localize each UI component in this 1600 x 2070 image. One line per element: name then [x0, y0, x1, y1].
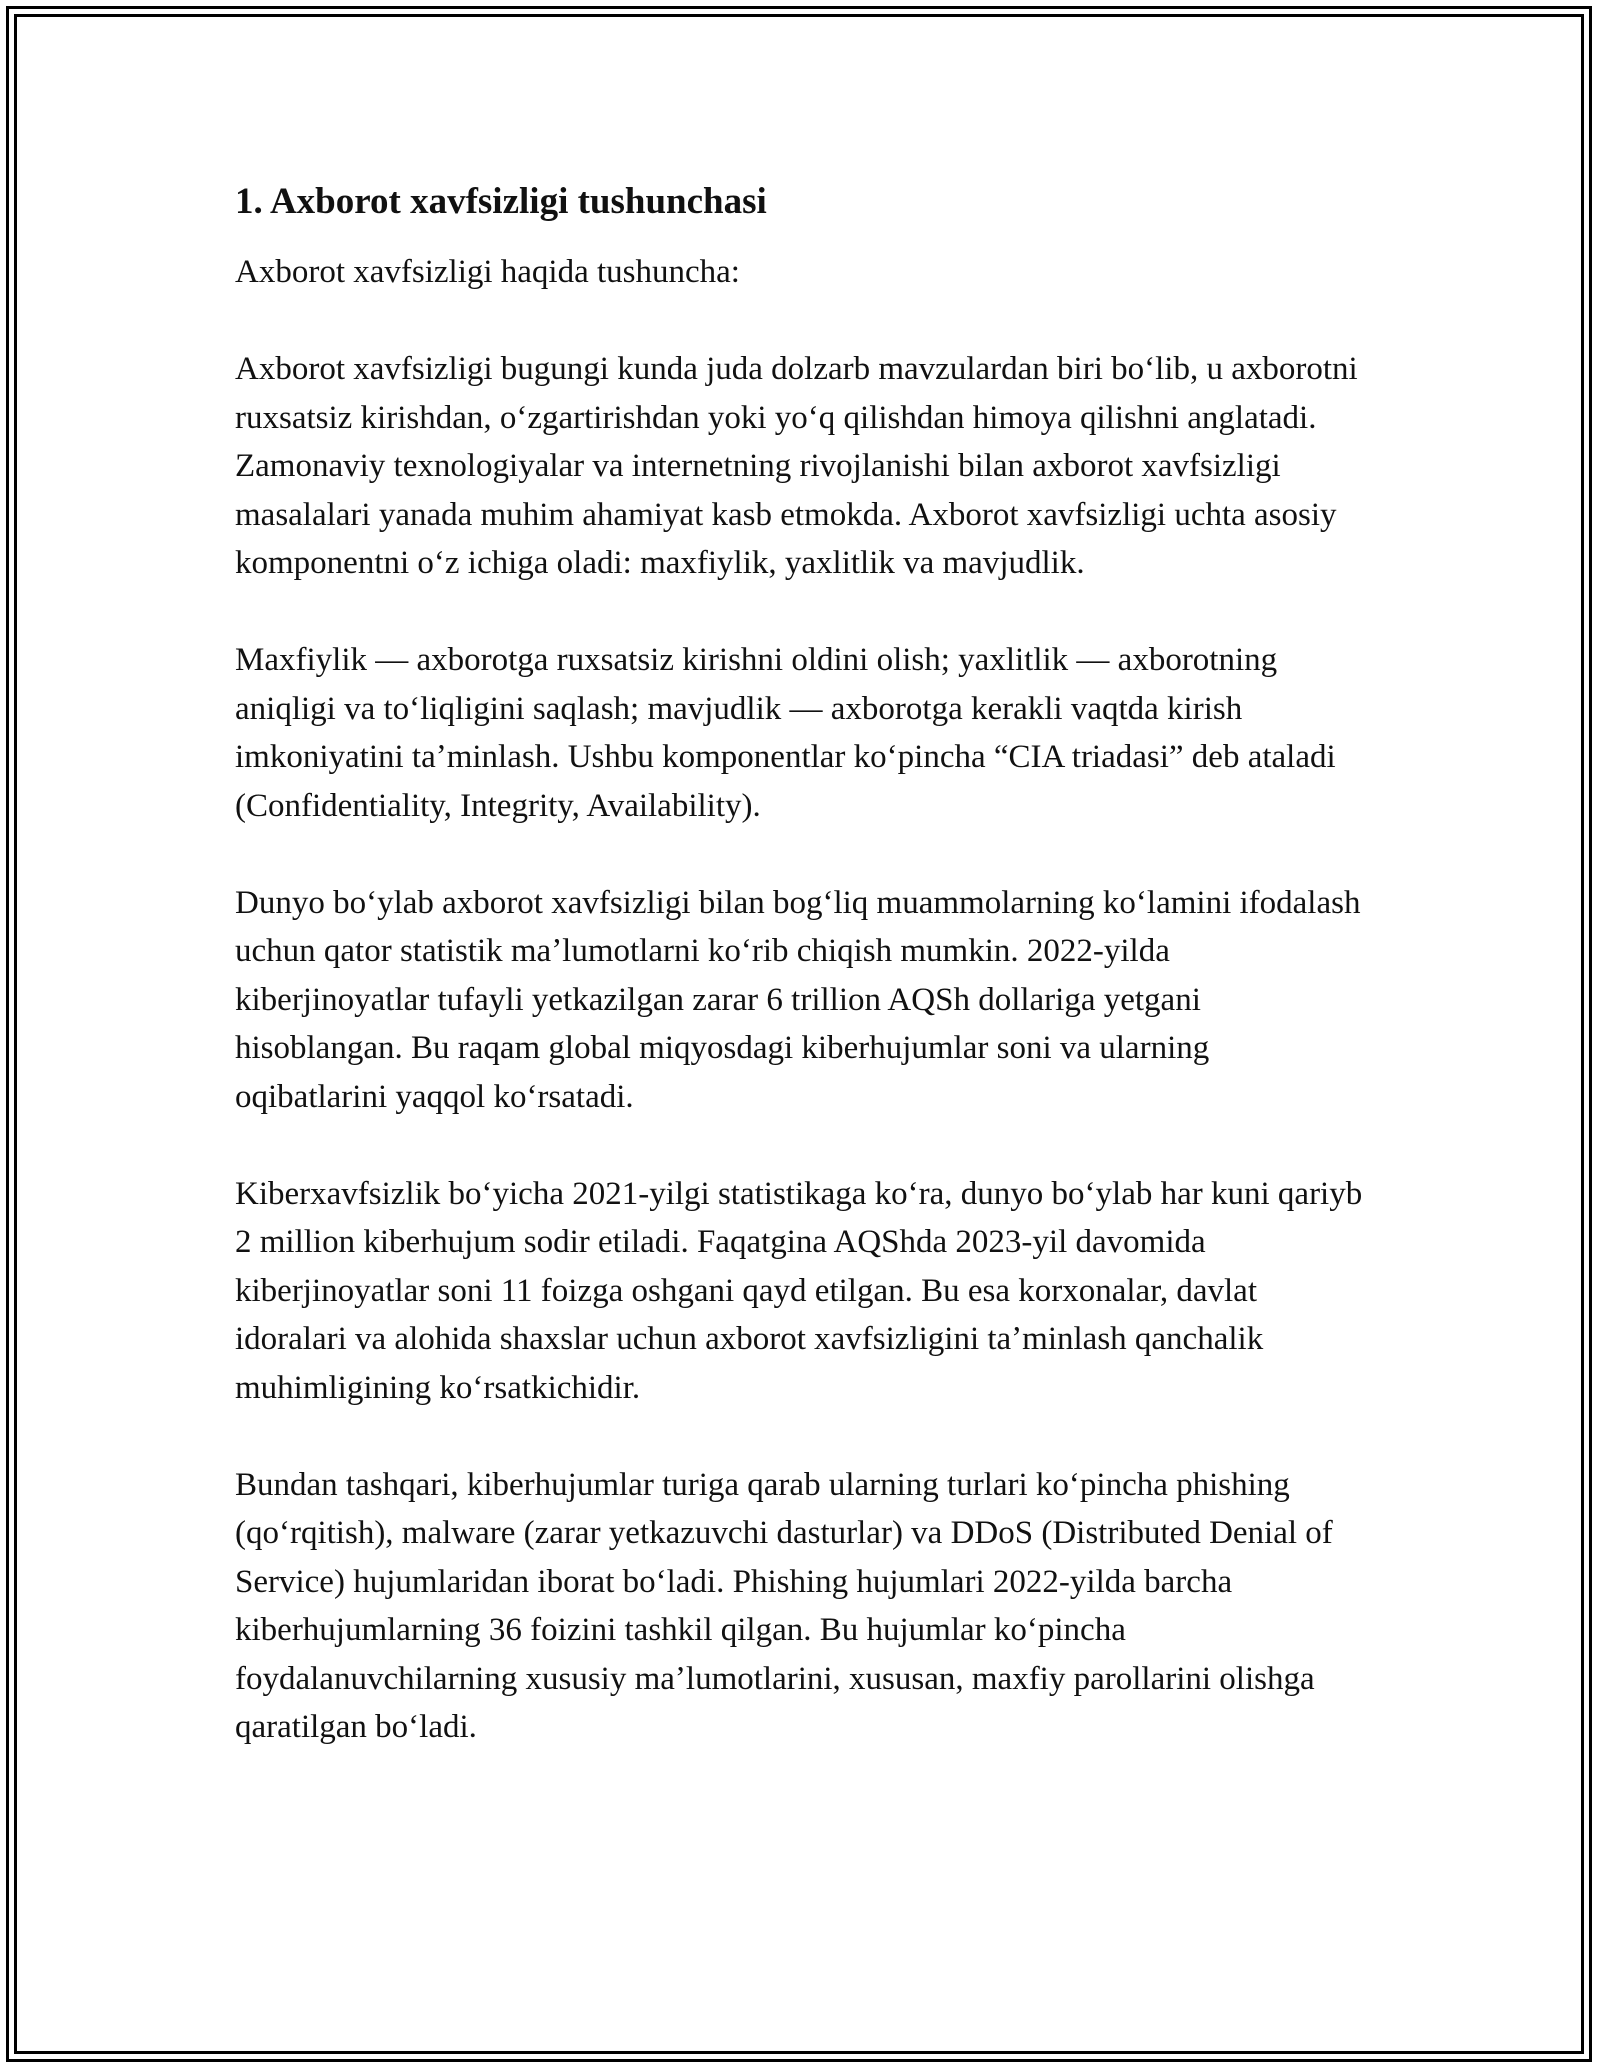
- paragraph-cia-triad: Maxfiylik — axborotga ruxsatsiz kirishni oldini olish; yaxlitlik — axborotning aniqligi va toʻliqligini saqlash; mavjudlik — axborotga kerakli vaqtda kirish imkoniyatini taʼminlash. Ushbu komponentlar koʻpincha “CIA triadasi” deb ataladi (Confidentiality, Integrity, Availability).: [235, 642, 1336, 824]
- paragraph-attack-types: Bundan tashqari, kiberhujumlar turiga qarab ularning turlari koʻpincha phishing (qoʻrqitish), malware (zarar yetkazuvchi dasturlar) va DDoS (Distributed Denial of Service) hujumlaridan iborat boʻladi. Phishing hujumlari 2022-yilda barcha kiberhujumlarning 36 foizini tashkil qilgan. Bu hujumlar koʻpincha foydalanuvchilarning xususiy maʼlumotlarini, xususan, maxfiy parollarini olishga qaratilgan boʻladi.: [235, 1466, 1333, 1746]
- paragraph-definition: Axborot xavfsizligi bugungi kunda juda dolzarb mavzulardan biri boʻlib, u axborotni ruxsatsiz kirishdan, oʻzgartirishdan yoki yoʻq qilishdan himoya qilishni anglatadi. Zamonaviy texnologiyalar va internetning rivojlanishi bilan axborot xavfsizligi masalalari yanada muhim ahamiyat kasb etmokda. Axborot xavfsizligi uchta asosiy komponentni oʻz ichiga oladi: maxfiylik, yaxlitlik va mavjudlik.: [235, 351, 1358, 582]
- intro-line: Axborot xavfsizligi haqida tushuncha:: [235, 254, 740, 291]
- document-body: [235, 180, 1365, 1800]
- paragraph-attack-statistics: Kiberxavfsizlik boʻyicha 2021-yilgi statistikaga koʻra, dunyo boʻylab har kuni qariyb 2 million kiberhujum sodir etiladi. Faqatgina AQShda 2023-yil davomida kiberjinoyatlar soni 11 foizga oshgani qayd etilgan. Bu esa korxonalar, davlat idoralari va alohida shaxslar uchun axborot xavfsizligini taʼminlash qanchalik muhimligining koʻrsatkichidir.: [235, 1175, 1363, 1406]
- section-heading: 1. Axborot xavfsizligi tushunchasi: [235, 181, 767, 222]
- paragraph-global-statistics: Dunyo boʻylab axborot xavfsizligi bilan bogʻliq muammolarning koʻlamini ifodalash uchun qator statistik maʼlumotlarni koʻrib chiqish mumkin. 2022-yilda kiberjinoyatlar tufayli yetkazilgan zarar 6 trillion AQSh dollariga yetgani hisoblangan. Bu raqam global miqyosdagi kiberhujumlar soni va ularning oqibatlarini yaqqol koʻrsatadi.: [235, 884, 1361, 1115]
